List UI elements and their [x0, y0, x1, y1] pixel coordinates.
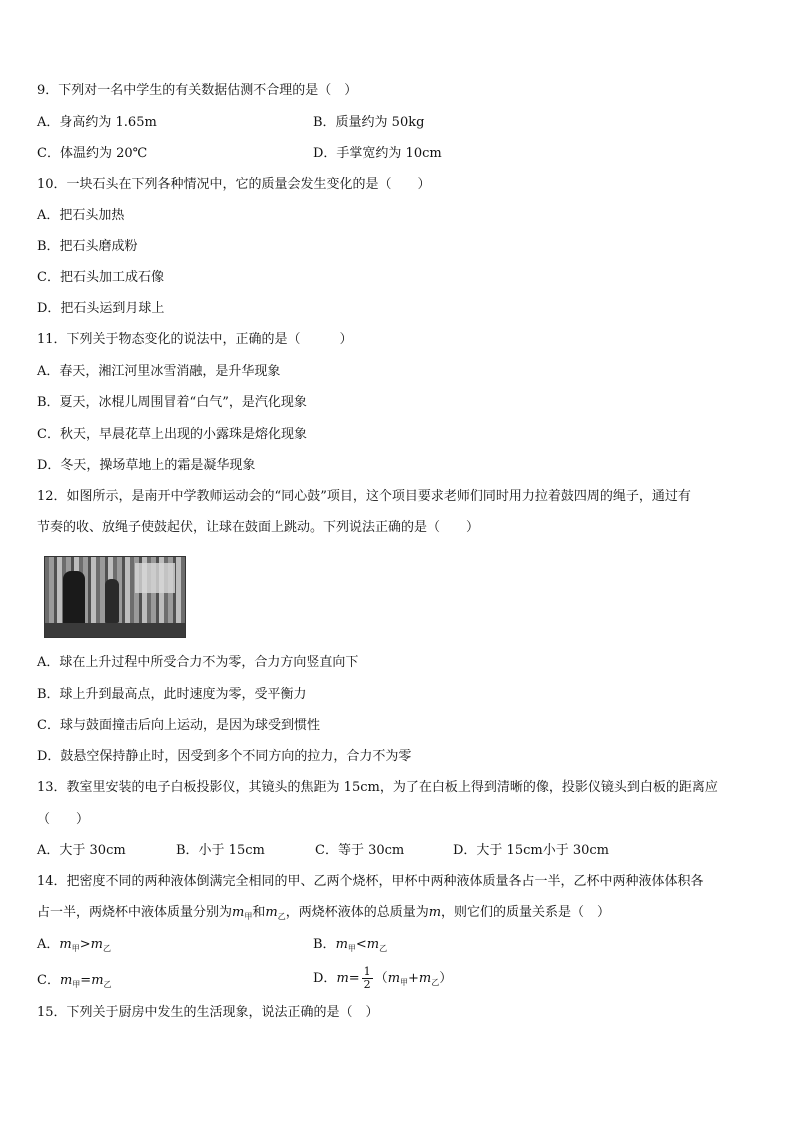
photo-person — [63, 571, 85, 625]
sub-yi: 乙 — [103, 980, 112, 989]
photo-person — [105, 579, 119, 623]
sub-yi: 乙 — [431, 978, 440, 987]
m-symbol: m — [418, 971, 432, 986]
q14-text: ，两烧杯液体的总质量为 — [285, 905, 429, 920]
fraction-numerator: 1 — [363, 965, 371, 978]
q13-option-b: B．小于 15cm — [176, 843, 265, 858]
q12-option-c: C．球与鼓面撞击后向上运动，是因为球受到惯性 — [37, 718, 320, 733]
m-symbol: m — [265, 905, 278, 920]
q10-stem: 10．一块石头在下列各种情况中，它的质量会发生变化的是（ ） — [37, 177, 431, 192]
q9-option-c: C．体温约为 20℃ — [37, 146, 148, 161]
q11-stem: 11．下列关于物态变化的说法中，正确的是（ ） — [37, 332, 353, 347]
plus-symbol: + — [408, 971, 419, 986]
option-label: D． — [313, 971, 337, 986]
option-label: B． — [313, 937, 336, 952]
q14-stem-line2 — [37, 904, 610, 923]
sub-jia: 甲 — [244, 912, 253, 921]
q13-option-d: D．大于 15cm小于 30cm — [453, 843, 609, 858]
q10-option-b: B．把石头磨成粉 — [37, 239, 138, 254]
m-symbol: m — [335, 937, 348, 952]
m-symbol: m — [59, 973, 73, 988]
m-symbol: m — [59, 937, 72, 952]
sub-yi: 乙 — [277, 912, 286, 921]
m-symbol: m — [91, 973, 104, 988]
q14-option-a — [37, 936, 111, 955]
m-symbol: m — [366, 937, 380, 952]
q14-text: 和 — [252, 905, 266, 920]
m-symbol: m — [387, 971, 401, 986]
gt-symbol: > — [79, 937, 91, 952]
q12-stem-line2: 节奏的收、放绳子使鼓起伏，让球在鼓面上跳动。下列说法正确的是（ ） — [37, 520, 480, 535]
q12-option-b: B．球上升到最高点，此时速度为零，受平衡力 — [37, 687, 307, 702]
q14-option-d — [313, 964, 452, 995]
fraction-denominator: 2 — [363, 978, 371, 991]
option-label: A． — [37, 937, 60, 952]
q14-option-b — [313, 936, 387, 955]
q14-text: 占一半，两烧杯中液体质量分别为 — [37, 905, 233, 920]
q11-option-a: A．春天，湘江河里冰雪消融，是升华现象 — [37, 364, 281, 379]
m-symbol: m — [428, 905, 442, 920]
left-paren: （ — [374, 971, 388, 986]
fraction-one-half — [362, 966, 373, 991]
right-paren: ） — [439, 971, 453, 986]
q12-option-a: A．球在上升过程中所受合力不为零，合力方向竖直向下 — [37, 655, 359, 670]
q14-option-c — [37, 972, 112, 991]
q13-stem-line1: 13．教室里安装的电子白板投影仪，其镜头的焦距为 15cm，为了在白板上得到清晰的像，投影仪镜头到白板的距离应 — [37, 780, 718, 795]
q10-option-a: A．把石头加热 — [37, 208, 125, 223]
q9-option-a: A．身高约为 1.65m — [37, 115, 157, 130]
q14-text: ，则它们的质量关系是（ ） — [441, 905, 611, 920]
q11-option-b: B．夏天，冰棍儿周围冒着“白气”，是汽化现象 — [37, 395, 307, 410]
lt-symbol: < — [355, 937, 367, 952]
q10-option-c: C．把石头加工成石像 — [37, 270, 164, 285]
q12-option-d: D．鼓悬空保持静止时，因受到多个不同方向的拉力，合力不为零 — [37, 749, 412, 764]
m-symbol: m — [336, 971, 349, 986]
q13-stem-line2: （ ） — [37, 812, 90, 827]
q12-stem-line1: 12．如图所示，是南开中学教师运动会的“同心鼓”项目，这个项目要求老师们同时用力拉着鼓四周的绳子，通过有 — [37, 489, 691, 504]
sub-jia: 甲 — [347, 944, 356, 953]
sub-yi: 乙 — [379, 944, 388, 953]
q11-option-d: D．冬天，操场草地上的霜是凝华现象 — [37, 458, 256, 473]
m-symbol: m — [232, 905, 245, 920]
drum-game-photo — [44, 556, 186, 638]
q13-option-a: A．大于 30cm — [37, 843, 126, 858]
q14-stem-line1: 14．把密度不同的两种液体倒满完全相同的甲、乙两个烧杯，甲杯中两种液体质量各占一半，乙杯中两种液体体积各 — [37, 874, 704, 889]
option-label: C． — [37, 973, 60, 988]
eq-symbol: = — [80, 973, 92, 988]
eq-symbol: = — [348, 971, 360, 986]
photo-ground — [45, 623, 185, 637]
sub-jia: 甲 — [71, 944, 80, 953]
q9-stem: 9．下列对一名中学生的有关数据估测不合理的是（ ） — [37, 83, 358, 98]
q9-option-b: B．质量约为 50kg — [313, 115, 425, 130]
sub-jia: 甲 — [400, 978, 409, 987]
sub-jia: 甲 — [72, 980, 81, 989]
q10-option-d: D．把石头运到月球上 — [37, 301, 165, 316]
q9-option-d: D．手掌宽约为 10cm — [313, 146, 442, 161]
m-symbol: m — [90, 937, 103, 952]
photo-highlight — [135, 563, 175, 593]
q15-stem: 15．下列关于厨房中发生的生活现象，说法正确的是（ ） — [37, 1005, 379, 1020]
q13-option-c: C．等于 30cm — [315, 843, 405, 858]
q11-option-c: C．秋天，早晨花草上出现的小露珠是熔化现象 — [37, 427, 307, 442]
sub-yi: 乙 — [102, 944, 111, 953]
